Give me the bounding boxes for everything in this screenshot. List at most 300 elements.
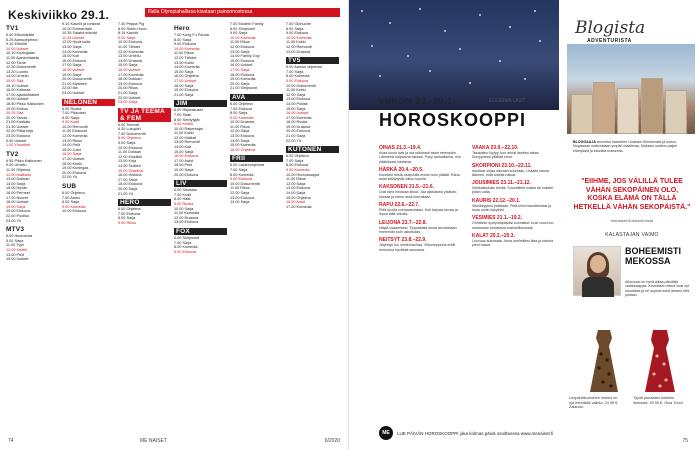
sign-name: SKORPIONI 23.10.–22.11. (472, 162, 532, 169)
program-line: 14.00 Koti (174, 145, 192, 150)
program-line: 7.40 Peppa Pig (118, 22, 144, 26)
program-line: 8.00 Sarja (230, 111, 248, 116)
program-line: 6.00 Aamun ohjelmat (286, 65, 322, 70)
program-line: 14.00 Sarja (6, 181, 26, 186)
horoscope-sign (379, 202, 466, 217)
program-line: 16.00 Elokuva (174, 154, 199, 159)
program-line: 19.25 Sää (6, 111, 24, 116)
program-line: 22.00 Ilta (62, 86, 78, 91)
program-line: 21.00 Sarja (174, 92, 194, 97)
program-line: 15.00 Sarja (118, 63, 138, 68)
horoscope-sign (379, 237, 466, 252)
program-line: 17.00 Autot (174, 158, 194, 163)
sign-text: Uusi idea innostaa sinua. Jaa ajatuksesi ystävän kanssa ja etene askel kerrallaan. (379, 190, 457, 199)
tv-column (6, 22, 59, 430)
program-line: 15.00 Ohjelma (118, 168, 143, 173)
program-line: 6.25 Aamuohjelma (6, 37, 38, 42)
star-icon (459, 48, 461, 50)
program-line: 7.00 Elokuva (118, 211, 140, 216)
program-line: 18.40 Pikku Kakkonen (6, 101, 44, 106)
program-line: 18.00 Sarja (174, 83, 194, 88)
channel-header: AVA (230, 94, 283, 101)
program-line: 15.00 Komedia (230, 143, 256, 148)
program-line: 11.00 Elokuvat (62, 129, 87, 134)
tv-column (118, 22, 171, 430)
sign-name: VAAKA 23.9.–22.10. (472, 145, 519, 151)
program-line: 9.00 Elokuva (230, 177, 252, 182)
channel-header: TV5 (286, 57, 339, 64)
program-line: 9.10 Kauniit ja rohkeat (62, 22, 100, 26)
program-line: 11.00 Rikos (230, 186, 250, 191)
horoscope-sign (379, 184, 466, 199)
program-line: 23.00 Yö (6, 218, 22, 223)
program-line: 8.00 Sarja (62, 115, 80, 120)
program-line: 12.00 Remontti (286, 44, 312, 49)
program-line: 10.00 Elokuva (62, 209, 87, 214)
program-line: 11.30 Uutiset (62, 35, 85, 40)
horoscope-sign (379, 220, 466, 235)
program-line: 13.00 Elokuva (286, 97, 311, 102)
horoscope-photo (349, 0, 559, 110)
horoscope-sign (472, 198, 559, 213)
program-line: 8.00 Sarja (62, 200, 80, 205)
star-icon (371, 45, 373, 47)
program-line: 12.00 Komedia (62, 134, 88, 139)
top-band: Illalla Olympiahallissa kisataan painonnostossa (145, 8, 340, 17)
program-line: 6.00 Huomenta (6, 234, 32, 239)
program-line: 9.00 Elokuva (286, 31, 308, 36)
program-line: 19.00 Draama (286, 124, 311, 129)
program-line: 18.00 Kokki (62, 161, 82, 166)
program-line: 18.00 Ruoka (286, 120, 308, 125)
program-line: 16.00 Perheet (6, 191, 30, 195)
star-icon (389, 22, 391, 24)
program-line: 14.00 Family Guy (230, 54, 260, 59)
program-line: 17.00 Sarja (230, 67, 250, 72)
program-line: 16.00 Sarja (62, 152, 82, 157)
star-icon (479, 14, 481, 16)
program-line: 9.00 Sarja (6, 238, 24, 243)
program-line: 13.00 Elokuva (230, 195, 255, 200)
program-line: 11.00 Rikos (286, 177, 306, 182)
program-line: 18.00 Uutiset (62, 67, 85, 72)
program-line: 13.00 Draama (286, 49, 311, 54)
star-icon (539, 40, 541, 42)
program-line: 15.00 Sarja (174, 149, 194, 154)
red-floral-dress-image (641, 328, 679, 394)
program-line: 6.00 Lastenohjelmat (230, 163, 265, 168)
blog-intro-text: Annukka haaveilee Uudesta-Seelannista ja kertoo blogissaan matkoistaan ympäri maailmaa. Mukaan mahtuu paljon elämyksiä ja kauniita maisemia. (573, 140, 678, 153)
star-icon (361, 10, 363, 12)
program-line: 7.00 Dokumentti (118, 131, 146, 136)
program-line: 16.00 Historia (118, 173, 142, 178)
issue-date: 6/2020 (324, 438, 340, 444)
program-line: 11.00 Ajankohtaista (6, 55, 39, 60)
program-line: 13.00 Remontti (174, 140, 200, 145)
program-line: 16.00 Uutiset (286, 111, 309, 116)
program-line: 9.00 Komedia (62, 204, 86, 209)
product-caption-2: Tyyliä punaisten kukkien mekosta. 39,90 €, Gina Tricot. (633, 396, 684, 405)
program-line: 6.00 Ruoka (62, 106, 82, 111)
blog-photo (567, 44, 695, 134)
program-line: 9.00 Elokuva (174, 249, 196, 254)
program-line: 6.00 Simpsonit (174, 235, 200, 240)
program-line: 8.00 Elokuva (286, 163, 308, 168)
program-line: 18.00 Elokuva (230, 72, 255, 77)
program-line: 16.00 Kotimaa (6, 88, 31, 93)
program-line: 21.00 Simpsonit (230, 86, 258, 91)
program-line: 8.00 Komedia (230, 172, 254, 177)
program-line: 15.00 Koti (62, 54, 80, 59)
horoscope-sign (472, 163, 559, 178)
channel-header: JIM (174, 100, 227, 107)
program-line: 12.00 Komedia (118, 49, 144, 54)
blog-quote: "EIIHME, JOS VÄLILLÄ TULEE VÄHÄN SEKOPÄINEN OLO, KOSKA ELÄMÄ ON TÄLLÄ HETKELLÄ VÄHÄN SEKOPÄISTÄ." (573, 178, 691, 211)
program-line: 10.00 Emmerdale (62, 26, 92, 31)
sign-name: JOUSIMIES 23.11.–21.12. (472, 180, 531, 187)
program-line: 21.00 Kotikatu (6, 120, 31, 125)
horoscope-sign (472, 215, 559, 230)
program-line: 6.00 Ohjelma (118, 207, 141, 212)
program-line: 9.10 Ehtoillä (6, 42, 27, 47)
program-line: 23.00 Elokuva (6, 134, 31, 139)
blog-title: Blogista (575, 18, 646, 38)
program-line: 10.00 Elokuva (118, 145, 143, 150)
program-line: 10.00 Komedia (286, 35, 312, 40)
horoscope-sign (472, 145, 559, 160)
horoscope-sign (472, 233, 559, 248)
star-icon (429, 70, 431, 72)
star-icon (499, 60, 501, 62)
program-line: 9.00 Sarja (118, 141, 136, 146)
channel-header: FRII (230, 155, 283, 162)
program-line: 9.00 Keittiö (174, 122, 193, 127)
program-line: 15.00 Sarja (174, 69, 194, 74)
sign-text: Luovuus kukoistaa. Anna unelmillesi tilaa ja toteuta pieni haave. (472, 238, 554, 248)
sign-text: Kuuntele toista osapuolta ennen kuin päätät. Raha-asiat selkiytyvät viikon lopulla. (379, 172, 461, 182)
program-line: 18.00 Uutiset (6, 97, 29, 102)
horoscope-footer-text: LUE PÄIVÄN HOROSKOOPPI joka kolmas päivä osoitteessa www.menaiset.fi (397, 430, 554, 436)
program-line: 12.00 Matkailu (6, 172, 31, 177)
program-line: 10.00 Draama (230, 120, 255, 125)
channel-header: MTV3 (6, 226, 25, 234)
program-line: 17.00 Ajankohtaiset (6, 92, 40, 97)
blog-column (567, 0, 695, 450)
sign-text: Seikkailunhalu herää. Suunnittele matka tai kokeile jotain uutta. (472, 186, 554, 195)
program-line: 19.00 Komedia (230, 77, 256, 82)
program-line: 16.00 Elokuva (62, 58, 87, 63)
program-line: 13.00 Elokuva (174, 220, 199, 225)
program-line: 17.00 Komedia (286, 115, 312, 120)
program-line: 14.00 Sarja (230, 138, 250, 143)
program-line: 12.00 Elokuva (230, 44, 255, 49)
star-icon (524, 78, 526, 80)
horoscope-sign (379, 167, 466, 182)
program-line: 9.00 Komedia (230, 115, 254, 120)
program-line: 21.00 Sarja (286, 134, 306, 139)
program-line: 11.00 Komedia (174, 211, 200, 216)
program-line: 12.00 Musiikki (118, 154, 143, 159)
program-line: 6.00 Hopeakuset (174, 108, 203, 113)
program-line: 11.00 Rikos (230, 124, 250, 129)
program-line: 17.00 Uutiset (174, 78, 197, 83)
star-icon (469, 82, 471, 84)
sign-name: NEITSYT 23.8.–22.9. (379, 237, 427, 244)
program-line: 9.00 Sarja (230, 31, 248, 36)
horoscope-title: HOROSKOOPPI (379, 110, 527, 130)
program-line: 12.00 Sarja (230, 129, 250, 134)
sign-text: Avaa uusia ovia ja ota rohkeasti askel eteenpäin. Läheisesi kaipaavat tukeasi. Pysy rauhallisena, niin päätöksesi kantavat. (379, 151, 461, 164)
sign-text: Intuitiosi ohjaa oikeaan suuntaan. Uskalla sanoa ääneen, mitä todella haluat. (472, 168, 549, 177)
blog-quote-source: menaiset.fi/adventurista (610, 218, 654, 223)
program-line: 7.00 Kung Fu Panda (174, 33, 209, 37)
leopard-dress-image (585, 328, 623, 394)
program-line: 6.00 Teemat (118, 122, 139, 127)
star-icon (419, 8, 421, 10)
program-line: 7.00 Aamu (62, 195, 81, 200)
program-line: 20.00 Elokuva (286, 129, 311, 134)
program-line: 8.00 Sarja (286, 26, 304, 31)
tv-column (62, 22, 115, 430)
horoscope-column-right (472, 145, 559, 435)
program-line: 13.00 Sarja (230, 49, 250, 54)
program-line: 11.00 Tähdet (118, 44, 141, 49)
program-line: 15.00 Sarja (286, 106, 306, 111)
program-line: 11.00 Ohjelma (6, 168, 31, 173)
program-line: 15.10 Uutiset (6, 83, 29, 88)
program-line: 12.30 Dokumentti (6, 65, 36, 70)
program-line: 19.00 Sarja (62, 72, 82, 77)
star-icon (509, 26, 511, 28)
program-line: 13.00 Rikos (62, 138, 83, 143)
program-line: 7.00 Pikkuiset (62, 111, 86, 116)
program-line: 17.00 Komedia (118, 72, 144, 77)
program-line: 19.00 Sarja (174, 168, 194, 173)
program-line: 22.00 Puoliso (6, 213, 30, 218)
program-line: 14.00 Urheilu (6, 74, 29, 79)
sign-name: HÄRKÄ 20.4.–20.5. (379, 166, 424, 173)
horoscope-author: EUGENIA LAST (489, 98, 526, 104)
program-line: 16.00 Ohjelma (230, 147, 255, 152)
tv-listing-columns (6, 22, 344, 430)
program-line: 6.00 Ohjelma (286, 154, 309, 159)
program-line: 13.00 Kirja (118, 159, 137, 164)
program-line: 12.00 Hyvä kulta (62, 40, 91, 45)
program-line: 22.00 Uutiset (118, 95, 141, 100)
program-line: 10.00 Uutiset (6, 46, 29, 51)
program-line: 10.00 Komedia (230, 35, 256, 40)
day-title: Keskiviikko 29.1. (8, 8, 110, 22)
channel-header: TV1 (6, 25, 19, 32)
program-line: 20.00 Elokuva (62, 170, 87, 175)
program-line: 19.00 Elokuva (118, 81, 143, 86)
program-line: 11.00 Kokki (286, 40, 306, 45)
program-line: 16.00 Uutiset (118, 67, 141, 72)
program-line: 8.00 Sarja (174, 37, 192, 42)
program-line: 8.00 Selviytyjät (174, 117, 200, 122)
channel-header: NELONEN (62, 99, 115, 106)
program-line: 22.00 Yö (62, 175, 78, 180)
program-line: 11.00 Kokki (286, 88, 306, 93)
program-line: 15.00 Elokuva (230, 58, 255, 63)
program-line: 12.00 Sarja (286, 92, 306, 97)
star-icon (534, 10, 536, 12)
sign-name: OINAS 21.3.–19.4. (379, 145, 422, 151)
sign-text: Järjestys tuo mielenrauhaa. Viikonloppuna ehdit rentoutua hyvässä seurassa. (379, 243, 456, 252)
sign-name: KAURIS 22.12.–20.1. (472, 197, 521, 204)
program-line: 9.00 Urheilu (6, 163, 27, 168)
program-line: 7.00 Modern Family (230, 22, 264, 26)
feature-text: Alkuvuosi on hyvä aikaa päivittää vaatekaappia. Kuviolliset mekot ovat nyt muodissa ja ne sopivat sekä arkeen että juhlaan. (625, 280, 690, 297)
program-line: 17.00 Komedia (286, 204, 312, 209)
feature-title: BOHEEMISTI MEKOSSA (625, 246, 682, 266)
program-line: 8.15 Kauniit (118, 31, 139, 36)
program-line: 23.00 Sarja (118, 100, 138, 105)
sign-text: Sinnikkyytesi palkitaan. Pidä kiinni tavoitteistasi ja luota omiin kykyihisi. (472, 203, 552, 213)
program-line: 22.00 Pitkä kirja (6, 129, 34, 134)
product-caption-1: Leopardikuvioinen mekko on nyt trendikäs valinta. 24,99 €, Zalando. (569, 396, 619, 409)
program-line: 12.00 Tähdet (174, 55, 197, 60)
program-line: 13.00 Urheilu (118, 54, 141, 59)
program-line: 17.00 Taide (118, 177, 138, 182)
program-line: 6.00 Ohjelma (230, 101, 253, 106)
horoscope-footer (379, 426, 553, 440)
program-line: 14.00 Komedia (174, 65, 200, 70)
program-line: 10.00 Rakentajat (174, 126, 203, 131)
program-line: 7.00 Kodit (174, 192, 192, 197)
program-line: 6.30 Lukupiiri (118, 127, 141, 132)
program-line: 13.00 Kokki (174, 60, 194, 65)
magazine-name: ME NAISET (140, 438, 167, 444)
writer-avatar (573, 246, 621, 296)
program-line: 21.00 Mysteeri (62, 81, 87, 86)
program-line: 13.00 Elokuva (230, 134, 255, 139)
program-line: 18.00 Pelit (174, 163, 192, 168)
program-line: 20.00 Taivas (6, 115, 28, 120)
program-line: 16.00 Autot (286, 200, 306, 205)
blog-subtitle: ADVENTURISTA (587, 38, 632, 44)
program-line: 14.00 Draama (118, 58, 143, 63)
program-line: 14.00 Komedia (62, 49, 88, 54)
program-line: 7.00 Sarja (174, 240, 192, 245)
program-line: 7.00 Elokuva (230, 106, 252, 111)
program-line: 6.55 Pikku Kakkonen (6, 158, 42, 163)
horoscope-week: VIIKON 23.-29.1. (379, 96, 456, 106)
program-line: 7.00 Sarja (286, 158, 304, 163)
program-line: 10.10 Kuningatar (6, 51, 35, 56)
right-page (348, 0, 696, 450)
program-line: 21.30 Uutiset (6, 124, 29, 129)
horoscope-grid (379, 145, 559, 435)
program-line: 10.00 Komedia (174, 46, 200, 51)
program-line: 17.00 Nuoret (6, 195, 28, 200)
sign-name: RAPU 22.6.–22.7. (379, 202, 420, 209)
program-line: 6.00 Erikoisleikki (6, 33, 35, 37)
program-line: 11.00 Dokkari (118, 150, 142, 155)
program-line: 6.00 Sisustus (174, 188, 197, 193)
program-line: 7.00 Saari (174, 112, 192, 117)
horoscope-column-left (379, 145, 466, 435)
program-line: 20.00 Dokumentti (62, 77, 92, 82)
program-line: 10.35 Salatut elämät (62, 31, 97, 36)
program-line: 20.00 Elokuva (174, 172, 199, 177)
channel-header: HERO (118, 199, 171, 206)
program-line: 11.00 Tyyli (6, 243, 24, 248)
program-line: 19.00 Kuningas (62, 166, 89, 171)
tv-column (174, 22, 227, 430)
sign-text: Tasapaino löytyy, kun annat itsellesi aikaa. Kumppanisi yllättää sinut. (472, 151, 540, 160)
sign-text: Näytä osaamisesi. Työpaikalla sinua arvostetaan enemmän kuin uskotkaan. (379, 225, 457, 234)
program-line: 9.00 Komedia (286, 168, 310, 173)
program-line: 17.00 Sarja (62, 63, 82, 68)
program-line: 8.00 Ohjelma (118, 136, 141, 141)
star-icon (379, 75, 381, 77)
program-line: 12.00 Sarja (286, 181, 306, 186)
writer-name: KALASTAJAN VAIMO (605, 232, 659, 238)
program-line: 20.00 Rikos (118, 86, 139, 91)
program-line: 18.00 Uutiset (6, 200, 29, 205)
program-line: 15.00 Ohjelma (286, 195, 311, 200)
channel-header: TV2 (6, 150, 19, 158)
program-line: 13.20 Luonto (6, 69, 29, 74)
page-number-right: 75 (682, 438, 688, 444)
program-line: 19.00 Sarja (6, 204, 26, 209)
program-line: 9.00 Kodit (62, 120, 80, 125)
program-line: 11.00 Rikos (174, 51, 194, 56)
channel-header: FOX (174, 228, 227, 235)
program-line: 16.00 Ohjelma (174, 74, 199, 79)
program-line: 13.00 Elokuva (286, 186, 311, 191)
star-icon (407, 55, 409, 57)
program-line: 22.00 Yö (286, 138, 302, 143)
program-line: 8.00 Komedia (286, 74, 310, 79)
program-line: 16.00 Uutiset (230, 63, 253, 68)
program-line: 23.00 Uutiset (62, 90, 85, 95)
channel-header: KUTONEN (286, 146, 339, 153)
program-line: 9.00 Ruoka (174, 202, 194, 206)
program-line: 12.00 Keittiö (6, 247, 28, 252)
program-line: 18.00 Elokuva (118, 182, 143, 187)
program-line: 19.00 Elokuu (6, 106, 29, 111)
program-line: 14.00 Poliisit (286, 101, 308, 106)
program-line: 20.00 Sarja (118, 187, 138, 191)
star-icon (444, 30, 446, 32)
program-line: 13.00 Sarja (62, 44, 82, 49)
program-line: 20.00 Elokuva (6, 209, 31, 214)
program-line: 12.00 Tiede (6, 60, 26, 65)
program-line: 7.00 Sarja (230, 168, 248, 173)
blog-intro (573, 140, 691, 153)
program-line: 17.00 Uutiset (62, 157, 85, 162)
channel-header: TV JA TEEMA & FEM (118, 108, 171, 122)
blog-intro-label: BLOGGAAJA (573, 140, 596, 144)
program-line: 10.00 Elokuva (118, 40, 143, 45)
program-line: 12.00 Draama (174, 215, 199, 220)
program-line: 14.00 Teatteri (118, 164, 141, 169)
program-line: 20.00 Sarja (230, 81, 250, 86)
program-line: 8.00 Simpsonit (230, 26, 256, 31)
program-line: 10.00 Huutokauppa (286, 172, 320, 177)
sign-text: Pidä huolta voimavaroistasi. Koti tarjoaa turvaa ja lepoa tällä viikolla. (379, 208, 458, 217)
program-line: 15.00 Sää (6, 78, 24, 83)
program-line: 9.00 Elokuva (174, 42, 196, 47)
program-line: 12.00 Matkat (174, 135, 196, 140)
program-line: 7.00 Sarja (286, 69, 304, 74)
program-line: 15.00 Hyvän (6, 186, 28, 191)
program-line: 15.00 Uutiset (6, 257, 29, 262)
sign-text: Onnittelut syntymäpäiväsi kunniaksi! Uusi vuosi tuo mukanaan innostavia mahdollisuuksia. (472, 221, 554, 230)
program-line: 19.00 Elokuva (174, 88, 199, 93)
